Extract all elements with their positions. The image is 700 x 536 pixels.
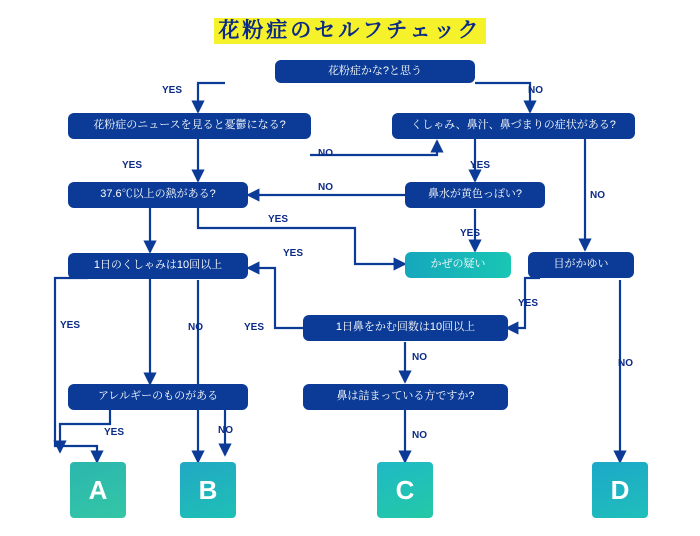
result-a[interactable]: A [70, 462, 126, 518]
edge-label-yellow-no: NO [318, 182, 333, 193]
edge-label-start-yes: YES [162, 85, 183, 96]
edge-label-start-no: NO [528, 85, 543, 96]
edge-label-stuffy-no: NO [412, 430, 427, 441]
node-sneeze-10[interactable]: 1日のくしゃみは10回以上 [68, 253, 248, 279]
edge-label-fever-yes: YES [268, 214, 289, 225]
node-blow-10[interactable]: 1日鼻をかむ回数は10回以上 [303, 315, 508, 341]
node-cold-suspect[interactable]: かぜの疑い [405, 252, 511, 278]
edge-label-blow-yes: YES [244, 322, 265, 333]
node-stuffy-nose[interactable]: 鼻は詰まっている方ですか? [303, 384, 508, 410]
edge-label-allergy-yes: YES [104, 427, 125, 438]
edge-label-news-yes: YES [122, 160, 143, 171]
edge-label-eyes-no: NO [618, 358, 633, 369]
edge-label-sneeze-yes: YES [60, 320, 81, 331]
node-news[interactable]: 花粉症のニュースを見ると憂鬱になる? [68, 113, 311, 139]
edge-label-symptoms-no: NO [590, 190, 605, 201]
edge-label-blow-no: NO [412, 352, 427, 363]
result-d[interactable]: D [592, 462, 648, 518]
node-fever[interactable]: 37.6℃以上の熱がある? [68, 182, 248, 208]
node-yellow-mucus[interactable]: 鼻水が黄色っぽい? [405, 182, 545, 208]
edge-label-blow-up-yes: YES [283, 248, 304, 259]
result-c[interactable]: C [377, 462, 433, 518]
page-title-text: 花粉症のセルフチェック [214, 18, 485, 44]
edge-label-allergy-no: NO [218, 425, 233, 436]
node-symptoms[interactable]: くしゃみ、鼻汁、鼻づまりの症状がある? [392, 113, 635, 139]
page-title [0, 14, 700, 44]
node-allergy[interactable]: アレルギーのものがある [68, 384, 248, 410]
result-b[interactable]: B [180, 462, 236, 518]
edge-label-news-no: NO [318, 148, 333, 159]
edge-label-sneeze-no: NO [188, 322, 203, 333]
edge-label-eyes-yes: YES [518, 298, 539, 309]
edge-label-yellow-yes: YES [460, 228, 481, 239]
edge-label-symptoms-yes: YES [470, 160, 491, 171]
node-start[interactable]: 花粉症かな?と思う [275, 60, 475, 83]
node-itchy-eyes[interactable]: 目がかゆい [528, 252, 634, 278]
